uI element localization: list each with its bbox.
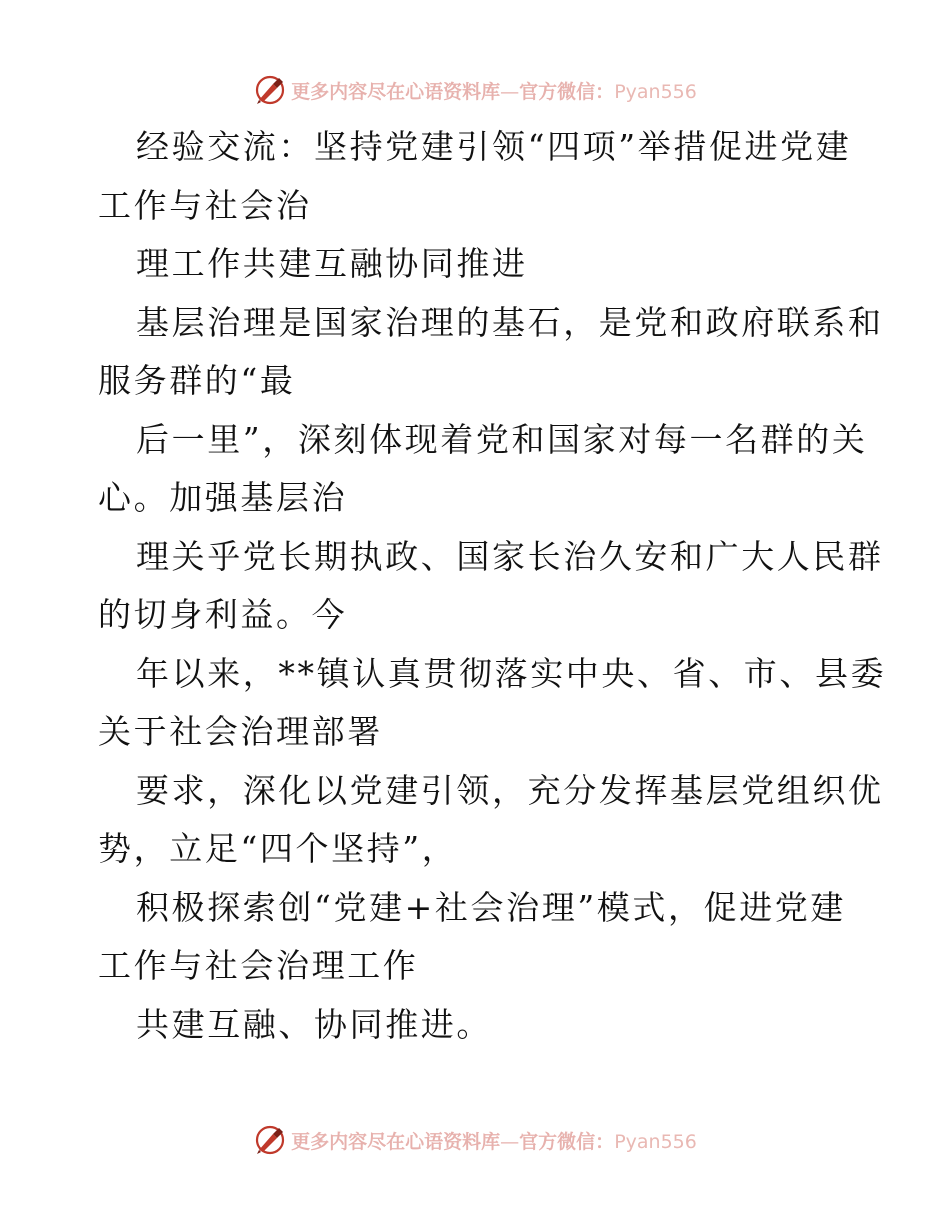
header-wechat-label: 官方微信：	[519, 80, 615, 103]
document-line: 积极探索创“党建+社会治理”模式，促进党建	[136, 887, 846, 927]
header-banner-title: 更多内容尽在心语资料库	[291, 80, 501, 103]
footer-watermark-banner	[0, 1120, 950, 1160]
document-line: 工作与社会治	[98, 185, 312, 225]
footer-banner-separator: —	[500, 1130, 520, 1153]
footer-banner-text	[291, 1127, 697, 1154]
header-banner-text	[291, 77, 697, 104]
footer-wechat-id: Pyan556	[614, 1130, 697, 1153]
header-banner-separator: —	[500, 80, 520, 103]
document-line: 理工作共建互融协同推进	[136, 244, 528, 283]
document-line: 要求，深化以党建引领，充分发挥基层党组织优	[136, 770, 884, 810]
document-line: 势，立足“四个坚持”，	[98, 829, 458, 868]
footer-banner-title: 更多内容尽在心语资料库	[291, 1130, 501, 1153]
document-body	[98, 118, 887, 1054]
document-line: 共建互融、协同推进。	[136, 1004, 492, 1044]
document-line: 经验交流：坚持党建引领“四项”举措促进党建	[136, 127, 852, 166]
header-watermark-banner	[0, 70, 950, 110]
document-line: 工作与社会治理工作	[98, 946, 419, 985]
document-line: 年以来，**镇认真贯彻落实中央、省、市、县委	[136, 653, 887, 693]
footer-wechat-label: 官方微信：	[519, 1130, 615, 1153]
document-line: 关于社会治理部署	[98, 712, 383, 751]
document-line: 心。加强基层治	[98, 478, 348, 517]
pen-logo-icon	[253, 1123, 287, 1157]
document-line: 理关乎党长期执政、国家长治久安和广大人民群	[136, 536, 884, 576]
document-line: 基层治理是国家治理的基石，是党和政府联系和	[136, 302, 884, 342]
pen-logo-icon	[253, 73, 287, 107]
document-line: 后一里”，深刻体现着党和国家对每一名群的关	[136, 419, 868, 459]
document-line: 的切身利益。今	[98, 595, 348, 634]
header-wechat-id: Pyan556	[614, 80, 697, 103]
document-line: 服务群的“最	[98, 361, 296, 400]
